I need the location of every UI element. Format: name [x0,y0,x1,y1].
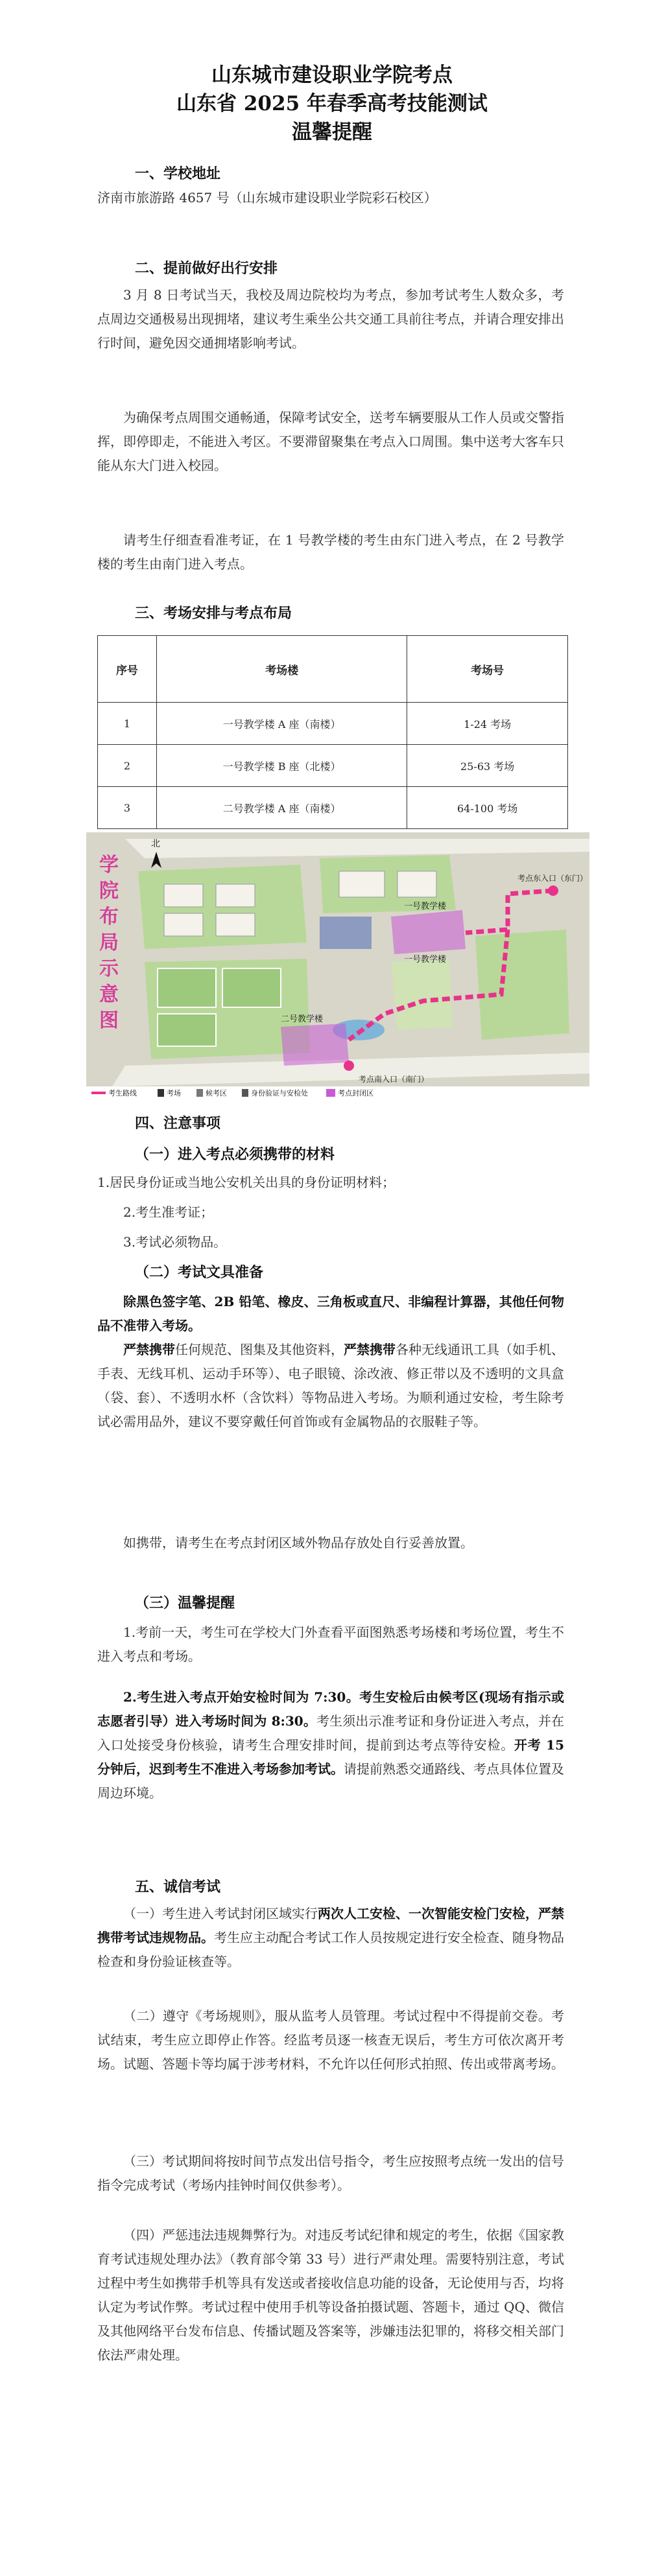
reminder-2 [97,1685,564,1805]
table-cell: 2 [98,745,157,787]
reminder-1: 1.考前一天，考生可在学校大门外查看平面图熟悉考场楼和考场位置，考生不进入考点和考场。 [97,1624,564,1664]
legend-item: 考场 [167,1090,181,1097]
section-school-address-heading: 一、学校地址 [135,165,221,182]
materials-subheading: （一）进入考点必须携带的材料 [135,1146,335,1163]
exam-closed-zone [281,1024,349,1066]
map-library [320,917,372,949]
ban-text: 各种无线通讯工具（如手机、手表、无线耳机、运动手环等）、电子眼镜、涂改液、修正带以及不透明的文具盒（袋、套）、不透明水杯（含饮料）等物品进入考场。为顺利通过安检，考生除考试必需用品外，建议不要穿戴任何首饰或有金属物品的衣服鞋子等。 [97,1342,564,1429]
section-notes-heading: 四、注意事项 [135,1115,221,1132]
south-gate-label: 考点南入口（南门） [359,1075,429,1084]
map-building [339,871,385,897]
table-row [98,703,568,745]
integrity-paragraph-3: （三）考试期间将按时间节点发出信号指令，考生应按照考点统一发出的信号指令完成考试（考场内挂钟时间仅供参考）。 [97,2153,564,2193]
map-green-area [475,930,569,1040]
side-title-char: 布 [99,906,119,928]
school-address-text: 济南市旅游路 4657 号（山东城市建设职业学院彩石校区） [97,190,437,205]
table-row [98,787,568,829]
title-line-3: 温馨提醒 [292,121,372,144]
travel-paragraph-2: 为确保考点周围交通畅通，保障考试安全，送考车辆要服从工作人员或交警指挥，即停即走，不能进入考区。不要滞留聚集在考点入口周围。集中送考大客车只能从东大门进入校园。 [97,410,564,473]
reminder-2-text: 考生须出示准考证和身份证进入考点，并在入口处接受身份核验，请考生合理安排时间，提前到达考点等待安检。 [97,1713,565,1753]
side-title-char: 意 [99,984,119,1005]
map-building [164,913,203,936]
table-header: 序号 [98,636,157,703]
ban-text: 任何规范、图集及其他资料， [175,1342,344,1357]
map-side-title [99,854,119,1031]
map-building [216,884,255,907]
south-gate-marker [344,1060,354,1071]
travel-paragraph-3: 请考生仔细查看准考证，在 1 号教学楼的考生由东门进入考点，在 2 号教学楼的考生由南门进入考点。 [97,532,564,572]
map-green-area [391,959,453,1030]
section-layout-heading: 三、考场安排与考点布局 [135,605,292,622]
campus-layout-map [86,832,589,1099]
table-header-row [98,636,568,703]
title-block [0,61,664,146]
title-line-1: 山东城市建设职业学院考点 [211,64,453,87]
map-building [164,884,203,907]
materials-item-1: 1.居民身份证或当地公安机关出具的身份证明材料； [97,1175,396,1190]
side-title-char: 示 [99,958,119,979]
north-label: 北 [151,838,160,849]
table-row [98,745,568,787]
table-cell: 一号教学楼 B 座（北楼） [156,745,407,787]
map-building [216,913,255,936]
materials-item-3: 3.考试必须物品。 [123,1234,227,1250]
integrity-1-tail: 考生应主动配合考试工作人员按规定进行安全检查、随身物品检查和身份验证核查等。 [97,1930,564,1969]
title-line-2: 山东省 2025 年春季高考技能测试 [176,92,488,115]
east-gate-marker [548,885,558,896]
reminder-subheading: （三）温馨提醒 [135,1595,235,1611]
integrity-paragraph-4: （四）严惩违法违规舞弊行为。对违反考试纪律和规定的考生，依据《国家教育考试违规处理办法》（教育部令第 33 号）进行严肃处理。需要特别注意，考试过程中考生如携带手机等具有发送或者接收信息功能的设备，无论使用与否，均将认定为考试作弊。考试过程中使用手机等设备拍摄试题、答题卡，通过 QQ、微信及其他网络平台发布信息、传播试题及答案等，涉嫌违法犯罪的，将移交相关部门依法严肃处理。 [97,2227,564,2363]
stationery-allowed-text: 除黑色签字笔、2B 铅笔、橡皮、三角板或直尺、非编程计算器， [123,1294,499,1309]
integrity-1-text: （一）考生进入考试封闭区域实行 [123,1906,318,1921]
legend-item: 考生路线 [108,1090,137,1097]
exam-closed-zone [391,910,466,954]
travel-paragraph-1: 3 月 8 日考试当天，我校及周边院校均为考点，参加考试考生人数众多，考点周边交通极易出现拥堵，建议考生乘坐公共交通工具前往考点，并请合理安排出行时间，避免因交通拥堵影响考试。 [97,287,564,351]
side-title-char: 院 [99,880,119,902]
exam-room-table [97,635,568,829]
ban-emphasis: 严禁携带 [344,1342,396,1357]
table-header: 考场号 [407,636,568,703]
stationery-subheading: （二）考试文具准备 [135,1264,264,1281]
map-sports-field [158,968,216,1007]
building1b-label: 一号教学楼 [404,954,447,964]
reminder-2-times: 2.考生进入考点开始安检时间为 7:30。考生安检后由候考区(现场有指示或志愿者引导）进入考场时间为 8:30。 [97,1689,564,1729]
reminder-2-tail: 请提前熟悉交通路线、考点具体位置及周边环境。 [97,1761,564,1801]
banned-items-paragraph [97,1338,564,1434]
table-cell: 1 [98,703,157,745]
side-title-char: 图 [99,1010,119,1031]
legend-zone-swatch [326,1089,335,1097]
legend-waiting-swatch [196,1089,203,1097]
reminder-2-late-rule: 开考 15 分钟后，迟到考生不准进入考场参加考试。 [97,1737,565,1777]
east-gate-label: 考点东入口（东门） [517,874,588,883]
side-title-char: 局 [99,932,119,954]
legend-room-swatch [158,1089,164,1097]
building2-label: 二号教学楼 [281,1014,324,1024]
legend-item: 身份验证与安检处 [251,1090,308,1097]
map-building [397,871,436,897]
stationery-paragraph [97,1290,564,1338]
section-integrity-heading: 五、诚信考试 [135,1879,221,1895]
table-cell: 3 [98,787,157,829]
table-cell: 二号教学楼 A 座（南楼） [156,787,407,829]
building1-label: 一号教学楼 [404,901,447,911]
integrity-paragraph-1 [97,1902,564,1974]
section-travel-heading: 二、提前做好出行安排 [135,260,278,277]
table-cell: 25-63 考场 [407,745,568,787]
legend-check-swatch [242,1089,248,1097]
legend-item: 候考区 [206,1090,227,1097]
table-cell: 1-24 考场 [407,703,568,745]
side-title-char: 学 [99,854,119,876]
ban-emphasis: 严禁携带 [123,1342,175,1357]
map-sports-field [158,1014,216,1046]
table-cell: 64-100 考场 [407,787,568,829]
storage-paragraph: 如携带，请考生在考点封闭区域外物品存放处自行妥善放置。 [123,1535,473,1551]
integrity-1-emphasis: 两次人工安检、一次智能安检门安检，严禁携带考试违规物品。 [97,1906,564,1945]
map-sports-field [222,968,281,1007]
legend-item: 考点封闭区 [338,1090,374,1097]
table-header: 考场楼 [156,636,407,703]
materials-item-2: 2.考生准考证； [123,1204,214,1220]
table-cell: 一号教学楼 A 座（南楼） [156,703,407,745]
integrity-paragraph-2: （二）遵守《考场规则》，服从监考人员管理。考试过程中不得提前交卷。考试结束，考生应立即停止作答。经监考员逐一核查无误后，考生方可依次离开考场。试题、答题卡等均属于涉考材料，不允许以任何形式拍照、传出或带离考场。 [97,2008,564,2072]
stationery-forbidden-text: 其他任何物品不准带入考场。 [97,1294,564,1333]
